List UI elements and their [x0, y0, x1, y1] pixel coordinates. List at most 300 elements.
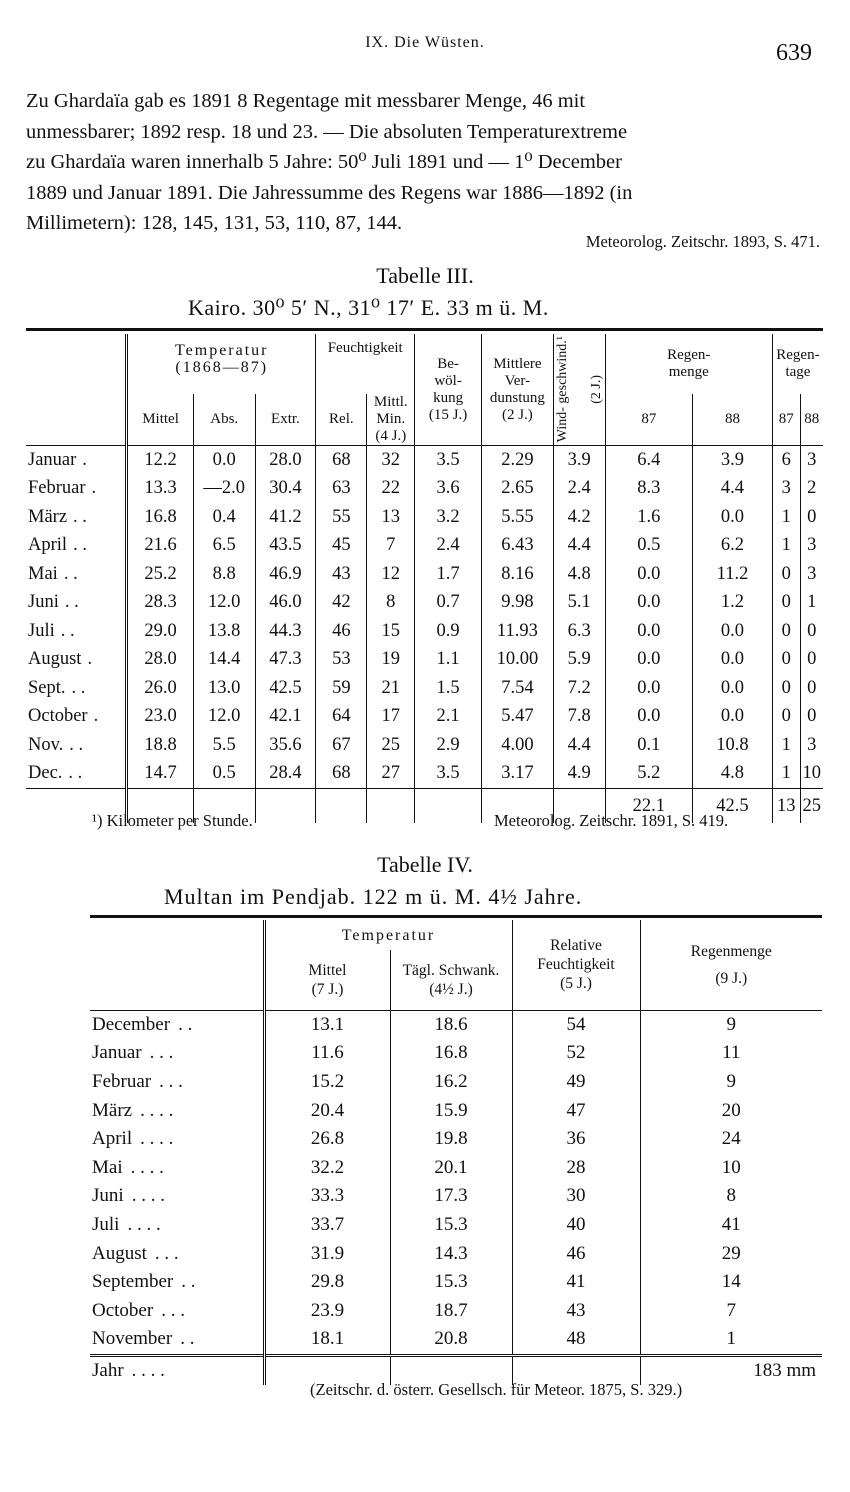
table-cell: 16.8 [390, 1039, 512, 1068]
table-row [90, 1153, 822, 1182]
table-cell: 46 [316, 617, 367, 646]
regenmenge-87-header: 87 [605, 394, 692, 446]
table-cell: 15.9 [390, 1096, 512, 1125]
table-cell: 7.54 [481, 674, 553, 703]
table-row [26, 731, 823, 760]
month-name: Mai [92, 1156, 123, 1178]
table-cell: 32.2 [264, 1153, 390, 1182]
month-name: Februar [28, 478, 86, 499]
table-cell: 43 [316, 560, 367, 589]
taegl-header [390, 950, 512, 1010]
table-row [26, 446, 823, 475]
table-cell: 2.9 [415, 731, 482, 760]
wind-years: (2 J.) [588, 375, 604, 404]
table-cell: 1 [772, 731, 800, 760]
feuchte-header [512, 920, 640, 1010]
table-cell: 1.7 [415, 560, 482, 589]
feuchtigkeit-label: Feuchtigkeit [327, 340, 403, 356]
table4-title: Tabelle IV. [377, 852, 473, 877]
table-cell: 35.6 [255, 731, 316, 760]
table-cell: 15 [367, 617, 415, 646]
table-row [26, 674, 823, 703]
table-cell: 67 [316, 731, 367, 760]
table-row [90, 1239, 822, 1268]
table-row [90, 1125, 822, 1154]
table-cell: 8 [367, 589, 415, 618]
table-cell: 5.5 [193, 731, 255, 760]
empty-cell [415, 789, 482, 824]
table-cell: 13.3 [127, 475, 194, 504]
mittl-min-header [367, 394, 415, 446]
table3-footnote: ¹) Kilometer per Stunde. [92, 811, 253, 830]
table-row [90, 1211, 822, 1240]
table-cell: 28.0 [127, 646, 194, 675]
regen-label: Regenmenge [690, 942, 772, 960]
table-cell: 32 [367, 446, 415, 475]
table-cell: 30.4 [255, 475, 316, 504]
table-cell: 18.1 [264, 1325, 390, 1355]
table-cell: 21.6 [127, 532, 194, 561]
regenmenge-88-header: 88 [693, 394, 773, 446]
month-name: Juli [28, 620, 55, 641]
table-cell: 1.5 [415, 674, 482, 703]
leader-dots: . . [69, 734, 84, 755]
month-name: Juni [92, 1185, 124, 1207]
table-row [90, 1068, 822, 1097]
table-cell: 53 [316, 646, 367, 675]
leader-dots: . . . . [130, 1156, 164, 1178]
paragraph-line: zu Ghardaïa waren innerhalb 5 Jahre: 50⁰ Juli 1891 und — 1⁰ December [26, 151, 622, 174]
leader-dots: . . [178, 1013, 193, 1035]
leader-dots: . . [64, 592, 79, 613]
verdunstung-header [481, 334, 553, 446]
table-cell: 46.9 [255, 560, 316, 589]
table-cell: 8.3 [605, 475, 692, 504]
table-cell: 5.55 [481, 503, 553, 532]
temperatur-label: Temperatur [174, 342, 269, 359]
table-row [26, 560, 823, 589]
table-cell: 0.9 [415, 617, 482, 646]
table-cell: 11.2 [693, 560, 773, 589]
table-cell: 0.0 [693, 617, 773, 646]
table-row [90, 1096, 822, 1125]
table-cell: 41 [640, 1211, 822, 1240]
table-cell: 15.3 [390, 1211, 512, 1240]
table-cell: 4.4 [553, 532, 605, 561]
table-cell: 9.98 [481, 589, 553, 618]
table-cell: 17 [367, 703, 415, 732]
table-cell: 33.7 [264, 1211, 390, 1240]
table-cell: 10 [800, 760, 823, 789]
leader-dots: . . [71, 677, 86, 698]
total-cell: 25 [800, 789, 823, 824]
table-cell: 42.1 [255, 703, 316, 732]
table-cell: 9 [640, 1010, 822, 1039]
table-cell: 6.3 [553, 617, 605, 646]
table-cell: 13.8 [193, 617, 255, 646]
table-cell: 3.9 [553, 446, 605, 475]
table-cell: 0.0 [605, 646, 692, 675]
month-name: Nov. [28, 734, 64, 755]
table-cell: 28.4 [255, 760, 316, 789]
table-cell: 59 [316, 674, 367, 703]
table-cell: 4.8 [553, 560, 605, 589]
table-cell: 6.43 [481, 532, 553, 561]
table-cell: 2 [800, 475, 823, 504]
table-cell: 20.8 [390, 1325, 512, 1355]
table-row [26, 475, 823, 504]
leader-dots: . . [180, 1328, 195, 1350]
table-cell: 41 [512, 1268, 640, 1297]
table-cell: 0 [772, 674, 800, 703]
table-cell: 11 [640, 1039, 822, 1068]
leader-dots: . . [63, 563, 78, 584]
table-cell: 28.3 [127, 589, 194, 618]
table4-subtitle: Multan im Pendjab. 122 m ü. M. 4½ Jahre. [164, 884, 583, 909]
leader-dots: . . . [149, 1042, 174, 1064]
table-row [90, 1182, 822, 1211]
paragraph-line: Zu Ghardaïa gab es 1891 8 Regentage mit messbarer Menge, 46 mit [26, 90, 586, 112]
table-cell: 0.5 [193, 760, 255, 789]
table-cell: 16.8 [127, 503, 194, 532]
table-cell: 0.0 [693, 674, 773, 703]
table-row [90, 1296, 822, 1325]
total-cell: 22.1 [605, 789, 692, 824]
paragraph-source: Meteorolog. Zeitschr. 1893, S. 471. [585, 232, 820, 251]
table-cell: 29.0 [127, 617, 194, 646]
table-cell: 20.1 [390, 1153, 512, 1182]
mittl-min-label: Mittl. Min. [373, 394, 408, 427]
month-name: Februar [92, 1070, 152, 1092]
table-cell: 1 [800, 589, 823, 618]
taegl-years: (4½ J.) [429, 980, 473, 998]
table3-subtitle: Kairo. 30⁰ 5′ N., 31⁰ 17′ E. 33 m ü. M. [188, 295, 549, 320]
bewoelkung-header [415, 334, 482, 446]
leader-dots: . . [60, 620, 75, 641]
month-name: März [28, 506, 68, 527]
table-row [26, 760, 823, 789]
leader-dots: . . . [161, 1299, 185, 1321]
table-cell: 28 [512, 1153, 640, 1182]
table-cell: 0 [772, 703, 800, 732]
table-cell: 47.3 [255, 646, 316, 675]
bewoelkung-label: Be- wöl- kung [433, 355, 464, 406]
leader-dots: . . [181, 1271, 196, 1293]
table-cell: 3.2 [415, 503, 482, 532]
table-cell: 0 [800, 503, 823, 532]
table-cell: 46 [512, 1239, 640, 1268]
verdunstung-years: (2 J.) [501, 406, 533, 423]
table-cell: 0.7 [415, 589, 482, 618]
table3-body [26, 446, 823, 824]
table3 [26, 334, 823, 823]
table-cell: 23.9 [264, 1296, 390, 1325]
month-name: December [92, 1013, 171, 1035]
table-cell: 33.3 [264, 1182, 390, 1211]
table4-header-row-1 [90, 920, 822, 950]
table-cell: 12.0 [193, 589, 255, 618]
table-cell: 1 [772, 503, 800, 532]
regenmenge-label: Regen- menge [667, 347, 711, 380]
table-cell: 18.6 [390, 1010, 512, 1039]
table-cell: 0 [772, 589, 800, 618]
table-cell: 6 [772, 446, 800, 475]
table-cell: 4.8 [693, 760, 773, 789]
table-cell: 43.5 [255, 532, 316, 561]
page-number: 639 [776, 40, 812, 66]
regentage-88-header: 88 [800, 394, 823, 446]
table-cell: 18.8 [127, 731, 194, 760]
month-name: Juni [28, 592, 59, 613]
table-cell: 4.2 [553, 503, 605, 532]
table-cell: 1.1 [415, 646, 482, 675]
table-cell: 0.0 [693, 703, 773, 732]
table-cell: 40 [512, 1211, 640, 1240]
regen-years: (9 J.) [715, 969, 748, 987]
month-name: September [92, 1271, 174, 1293]
table-cell: 0 [772, 646, 800, 675]
table-cell: 8.16 [481, 560, 553, 589]
table4 [90, 920, 822, 1385]
month-name: Januar [92, 1042, 142, 1064]
bewoelkung-years: (15 J.) [428, 406, 468, 423]
leader-dots: . . . . [127, 1213, 161, 1235]
paragraph-line: unmessbarer; 1892 resp. 18 und 23. — Die absoluten Temperaturextreme [26, 120, 628, 143]
table-cell: 10.00 [481, 646, 553, 675]
table-cell: 20 [640, 1096, 822, 1125]
empty-cell [316, 789, 367, 824]
table-cell: 48 [512, 1325, 640, 1355]
table-cell: 22 [367, 475, 415, 504]
regentage-header [772, 334, 823, 394]
table-cell: 14 [640, 1268, 822, 1297]
month-name: April [92, 1128, 133, 1150]
table-cell: 26.0 [127, 674, 194, 703]
month-name: October [92, 1299, 154, 1321]
table-cell: 0.1 [605, 731, 692, 760]
table-cell: 13 [367, 503, 415, 532]
table-cell: 25 [367, 731, 415, 760]
table-cell: 3 [800, 560, 823, 589]
table-cell: 3 [800, 446, 823, 475]
table-cell: 4.4 [693, 475, 773, 504]
table-cell: 64 [316, 703, 367, 732]
leader-dots: . . . . [140, 1128, 174, 1150]
table-cell: 25.2 [127, 560, 194, 589]
table-cell: 19.8 [390, 1125, 512, 1154]
table-cell: 3.5 [415, 760, 482, 789]
table-cell: 14.3 [390, 1239, 512, 1268]
table3-top-rule [26, 328, 823, 331]
table-cell: 2.4 [553, 475, 605, 504]
table-row [26, 617, 823, 646]
temperatur-header [127, 334, 316, 394]
feuchte-label: Relative Feuchtigkeit [537, 937, 615, 974]
table-cell: 11.6 [264, 1039, 390, 1068]
table-cell: 3 [772, 475, 800, 504]
table-row [90, 1325, 822, 1355]
table-cell: 4.4 [553, 731, 605, 760]
table-cell: 0 [800, 646, 823, 675]
table-row [26, 589, 823, 618]
total-label: Jahr [92, 1359, 124, 1381]
table-cell: 2.65 [481, 475, 553, 504]
table-cell: 36 [512, 1125, 640, 1154]
table-cell: 27 [367, 760, 415, 789]
table-cell: 7.2 [553, 674, 605, 703]
table-row [26, 503, 823, 532]
table-cell: 2.29 [481, 446, 553, 475]
table4-top-rule [90, 915, 822, 918]
regentage-87-header: 87 [772, 394, 800, 446]
table-cell: 23.0 [127, 703, 194, 732]
feuchtigkeit-header [316, 334, 415, 394]
table-cell: 3.6 [415, 475, 482, 504]
table-cell: 41.2 [255, 503, 316, 532]
abs-header: Abs. [193, 394, 255, 446]
table-cell: 42.5 [255, 674, 316, 703]
table-cell: 0 [800, 703, 823, 732]
mittl-min-years: (4 J.) [375, 428, 407, 444]
table-cell: 6.2 [693, 532, 773, 561]
table-cell: 0.0 [605, 589, 692, 618]
month-name: August [28, 649, 82, 670]
table-cell: 42 [316, 589, 367, 618]
mittel-header [264, 950, 390, 1010]
table-cell: 29.8 [264, 1268, 390, 1297]
paragraph-line: Millimetern): 128, 145, 131, 53, 110, 87, 144. [26, 212, 403, 235]
table-cell: 4.9 [553, 760, 605, 789]
table-cell: 17.3 [390, 1182, 512, 1211]
table-cell: 0.0 [193, 446, 255, 475]
table-cell: 54 [512, 1010, 640, 1039]
table-cell: 0.0 [693, 503, 773, 532]
table-cell: 10.8 [693, 731, 773, 760]
table-cell: 0 [800, 617, 823, 646]
temperatur-header: Temperatur [264, 920, 512, 950]
table-cell: 31.9 [264, 1239, 390, 1268]
table-cell: 0.0 [693, 646, 773, 675]
table-cell: 8.8 [193, 560, 255, 589]
paragraph-line: 1889 und Januar 1891. Die Jahressumme des Regens war 1886—1892 (in [26, 181, 633, 204]
regentage-label: Regen- tage [776, 347, 820, 380]
table-cell: 2.4 [415, 532, 482, 561]
table-cell: 13.0 [193, 674, 255, 703]
mittel-years: (7 J.) [311, 980, 344, 998]
wind-label: Wind- geschwind.¹ [554, 336, 570, 443]
leader-dots: . . [68, 763, 83, 784]
rel-header: Rel. [316, 394, 367, 446]
table-cell: 10 [640, 1153, 822, 1182]
table-cell: 68 [316, 446, 367, 475]
table-cell: 24 [640, 1125, 822, 1154]
table-cell: 0 [772, 617, 800, 646]
table-cell: 11.93 [481, 617, 553, 646]
table-cell: 63 [316, 475, 367, 504]
mittel-label: Mittel [308, 961, 347, 979]
table-cell: 12.2 [127, 446, 194, 475]
total-cell: 42.5 [693, 789, 773, 824]
table-cell: 43 [512, 1296, 640, 1325]
regen-header [640, 920, 822, 1010]
table-cell: 7 [640, 1296, 822, 1325]
table-cell: 52 [512, 1039, 640, 1068]
month-name: November [92, 1328, 173, 1350]
table-cell: 15.3 [390, 1268, 512, 1297]
month-name: October [28, 706, 88, 727]
table-row [90, 1010, 822, 1039]
table-cell: 30 [512, 1182, 640, 1211]
table-cell: 20.4 [264, 1096, 390, 1125]
table-cell: 12.0 [193, 703, 255, 732]
table-cell: 0.0 [605, 703, 692, 732]
table-cell: 1.2 [693, 589, 773, 618]
table-cell: 14.7 [127, 760, 194, 789]
month-name: Sept. [28, 677, 66, 698]
table-cell: 46.0 [255, 589, 316, 618]
table-cell: 0.0 [605, 560, 692, 589]
table-cell: 47 [512, 1096, 640, 1125]
table3-title: Tabelle III. [376, 263, 474, 288]
table-row [26, 646, 823, 675]
leader-dots: . . [73, 535, 87, 556]
table-cell: 15.2 [264, 1068, 390, 1097]
table-cell: 1 [772, 760, 800, 789]
table-cell: 6.4 [605, 446, 692, 475]
table-cell: 3.9 [693, 446, 773, 475]
leader-dots: . [93, 706, 99, 727]
table-cell: 14.4 [193, 646, 255, 675]
table-cell: 1 [640, 1325, 822, 1355]
table3-header-row [26, 334, 823, 394]
empty-cell [367, 789, 415, 824]
temperatur-period: (1868—87) [175, 359, 269, 376]
leader-dots: . . [73, 506, 87, 527]
table-cell: —2.0 [193, 475, 255, 504]
table-cell: 0.5 [605, 532, 692, 561]
table-cell: 1.6 [605, 503, 692, 532]
verdunstung-label: Mittlere Ver- dunstung [489, 355, 545, 406]
month-name: Juli [92, 1213, 120, 1235]
table-cell: 21 [367, 674, 415, 703]
table-cell: 28.0 [255, 446, 316, 475]
table-cell: 3 [800, 532, 823, 561]
month-header [90, 920, 264, 1010]
table-cell: 49 [512, 1068, 640, 1097]
feuchte-years: (5 J.) [560, 975, 592, 993]
month-name: Dec. [28, 763, 63, 784]
leader-dots: . [91, 478, 97, 499]
table-cell: 7.8 [553, 703, 605, 732]
table-cell: 2.1 [415, 703, 482, 732]
leader-dots: . . . . [131, 1359, 165, 1381]
table-cell: 1 [772, 532, 800, 561]
extr-header: Extr. [255, 394, 316, 446]
table-cell: 5.9 [553, 646, 605, 675]
leader-dots: . . . [154, 1242, 179, 1264]
taegl-label: Tägl. Schwank. [402, 961, 500, 979]
table-row [26, 703, 823, 732]
table-cell: 7 [367, 532, 415, 561]
table4-body [90, 1010, 822, 1385]
table-cell: 8 [640, 1182, 822, 1211]
table-cell: 3.17 [481, 760, 553, 789]
table-cell: 0 [772, 560, 800, 589]
table-row [26, 532, 823, 561]
leader-dots: . . . . [140, 1099, 174, 1121]
table-cell: 29 [640, 1239, 822, 1268]
table-cell: 3 [800, 731, 823, 760]
